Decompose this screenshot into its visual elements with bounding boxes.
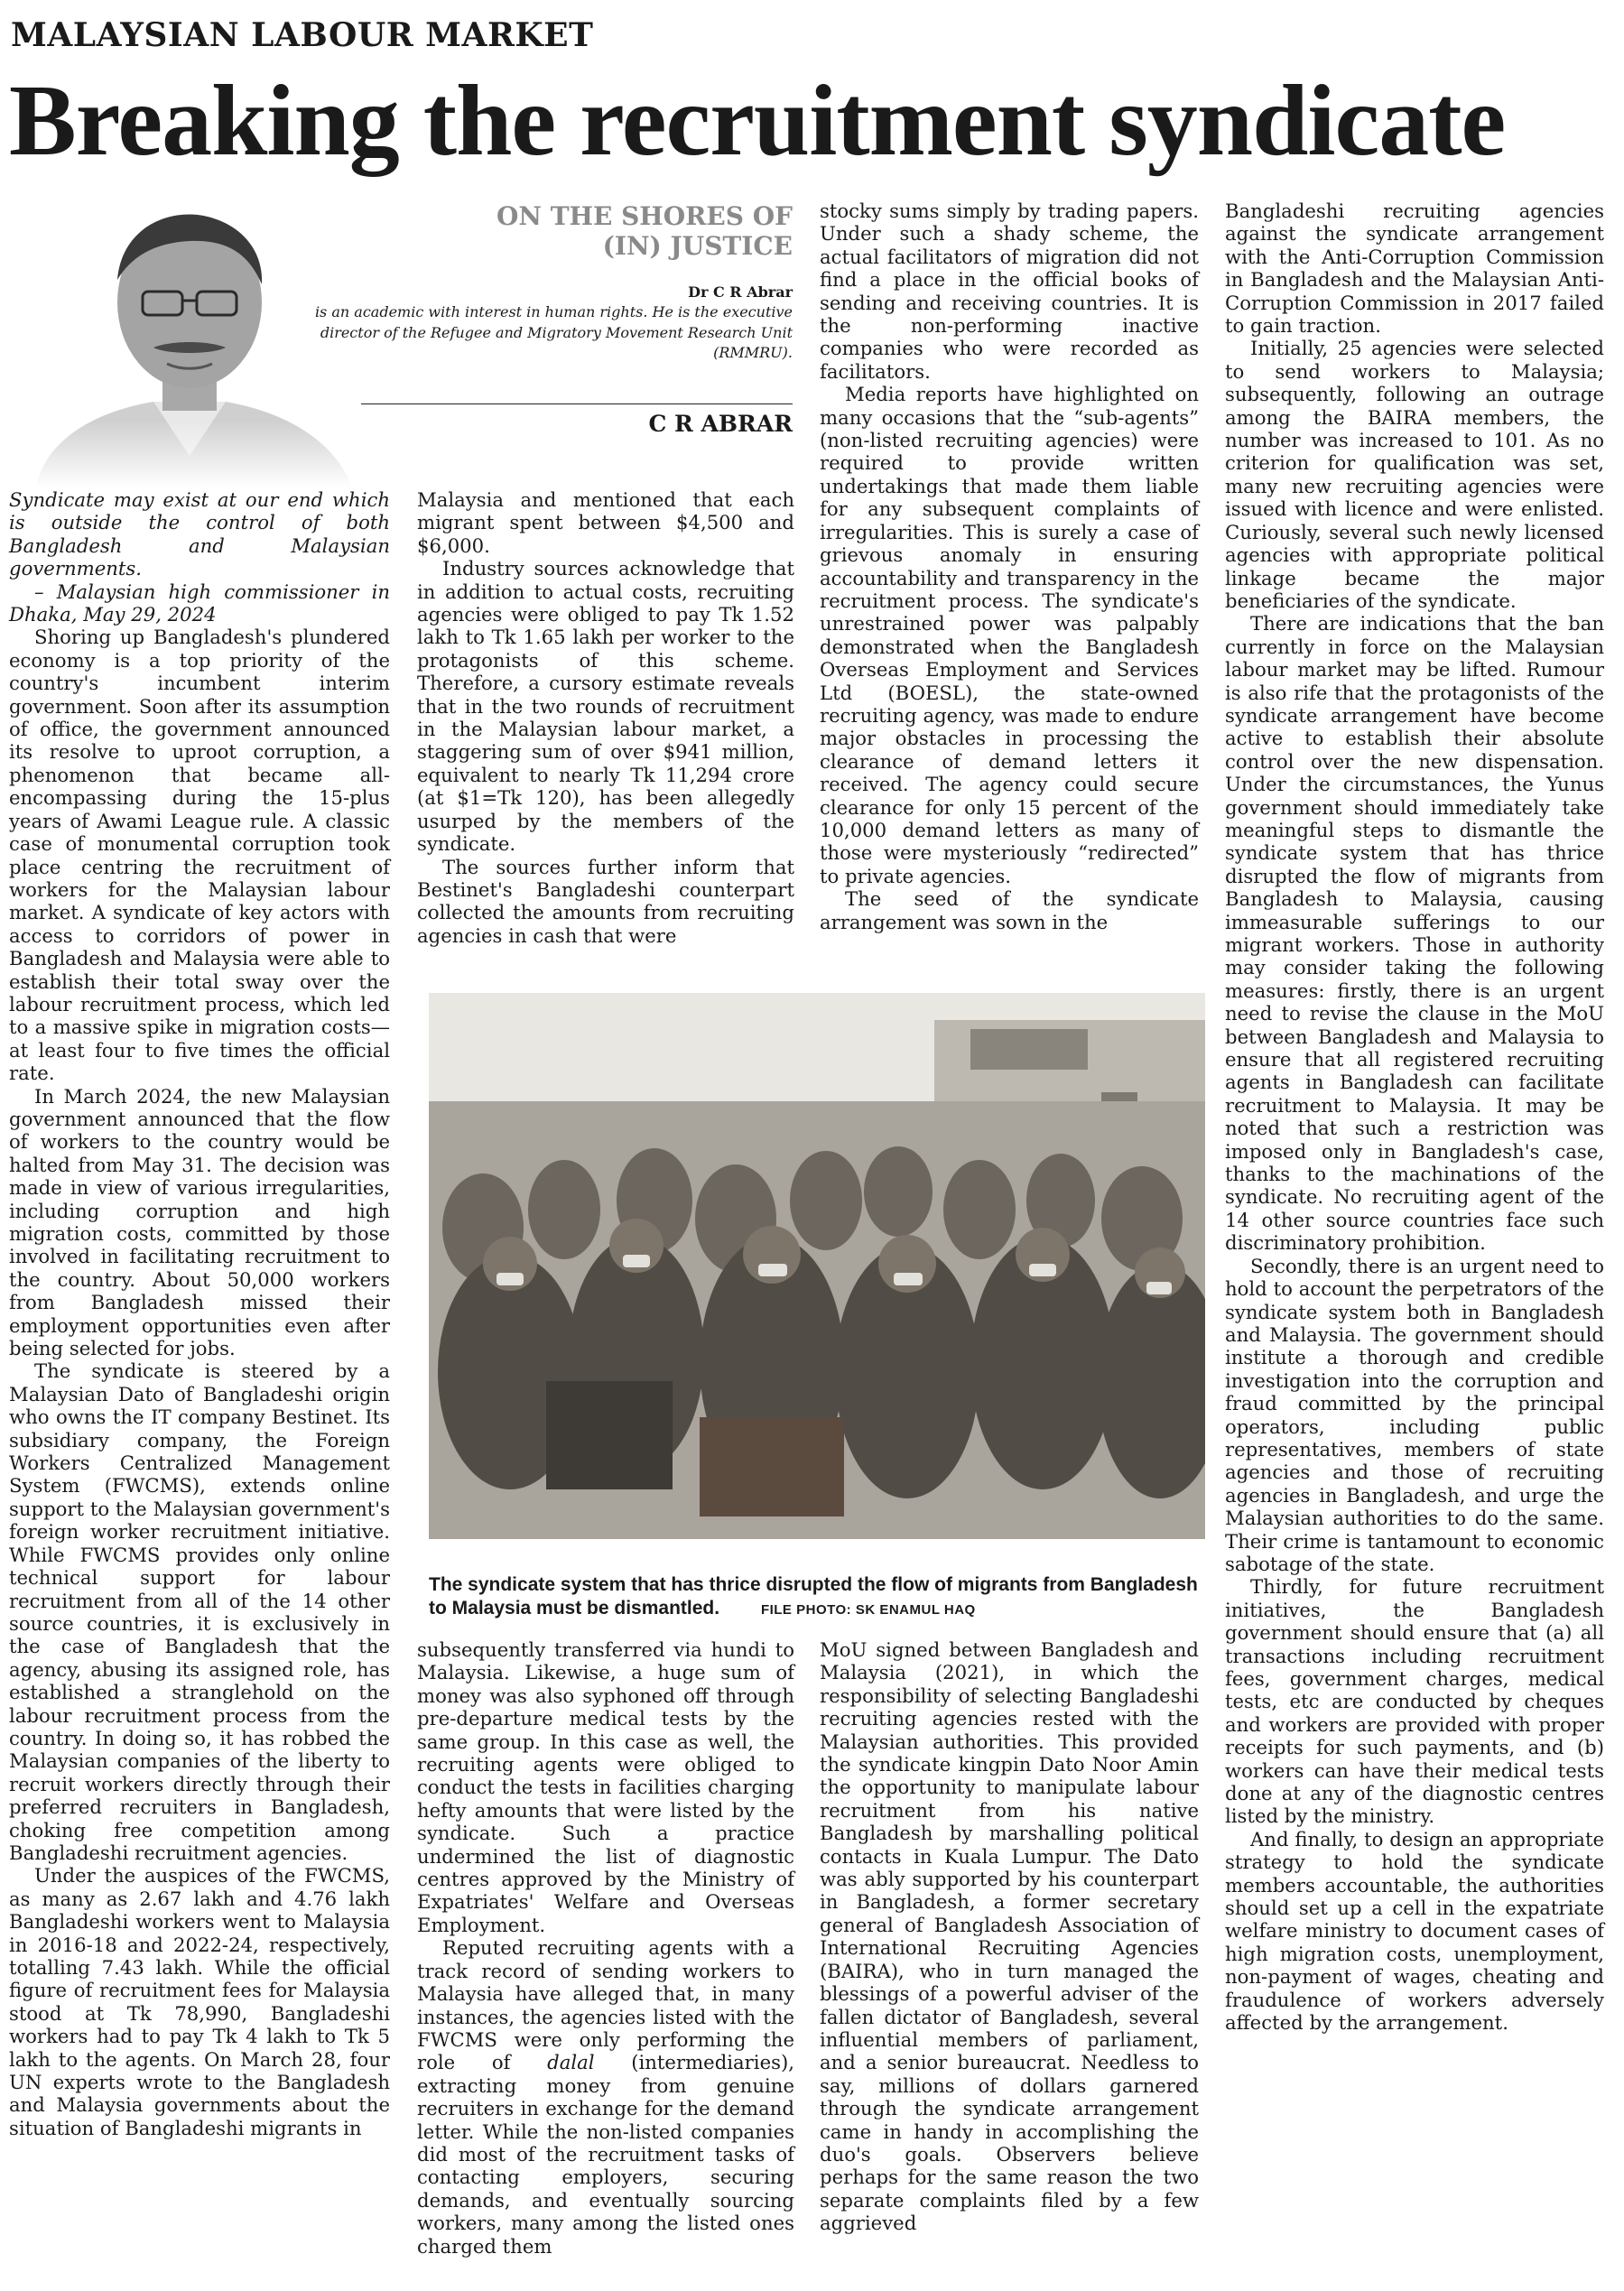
paragraph: And finally, to design an appropriate strategy to hold the syndicate members accountable, the authorities should set up a cell in the expatriate welfare ministry to document cases of high migration costs, unemployment, non-payment of wages, cheating and fraudulence of workers adversely affected by the arrangement.: [1225, 1827, 1604, 2035]
byline: C R ABRAR: [648, 411, 793, 437]
paragraph: subsequently transferred via hundi to Malaysia. Likewise, a huge sum of money was also syphoned off through pre-departure medical tests by the same group. In this case as well, the recruiting agents were obliged to conduct the tests in facilities charging hefty amounts that were listed by the syndicate. Such a practice undermined the list of diagnostic centres approved by the Ministry of Expatriates' Welfare and Overseas Employment.: [417, 1638, 794, 1936]
paragraph: The sources further inform that Bestinet's Bangladeshi counterpart collected the amounts from recruiting agencies in cash that were: [417, 855, 794, 947]
section-kicker: MALAYSIAN LABOUR MARKET: [11, 16, 594, 54]
photo-caption: The syndicate system that has thrice disrupted the flow of migrants from Bangladesh to Malaysia must be dismantled.: [429, 1574, 1198, 1619]
article-column-3-top: [820, 199, 1199, 976]
paragraph: There are indications that the ban currently in force on the Malaysian labour market may be lifted. Rumour is also rife that the protagonists of the syndicate arrangement have become active to establish their absolute control over the new dispensation. Under the circumstances, the Yunus government should immediately take meaningful steps to dismantle the syndicate system that has thrice disrupted the flow of migrants from Bangladesh to Malaysia, causing immeasurable sufferings to our migrant workers. Those in authority may consider taking the following measures: firstly, there is an urgent need to revise the clause in the MoU between Bangladesh and Malaysia to ensure that all registered recruiting agents in Bangladesh can facilitate recruitment to Malaysia. It may be noted that such a restriction was imposed only in Bangladesh's case, thanks to the machinations of the syndicate. No recruiting agent of the 14 other source countries face such discriminatory prohibition.: [1225, 612, 1604, 1255]
paragraph: Thirdly, for future recruitment initiatives, the Bangladesh government should ensure that (a) all transactions including recruitment fees, government charges, medical tests, etc are conducted by cheques and workers are provided with proper receipts for such payments, and (b) workers can have their medical tests done at any of the diagnostic centres listed by the ministry.: [1225, 1575, 1604, 1828]
article-column-2-bottom: [417, 1638, 794, 2279]
headline: Breaking the recruitment syndicate: [9, 65, 1506, 177]
author-name: Dr C R Abrar: [688, 283, 793, 301]
pull-quote: Syndicate may exist at our end which is outside the control of both Bangladesh and Malaysian governments.: [9, 488, 390, 580]
paragraph: Bangladeshi recruiting agencies against the syndicate arrangement with the Anti-Corruption Commission in Bangladesh and the Malaysian Anti-Corruption Commission in 2017 failed to gain traction.: [1225, 199, 1604, 338]
author-description: is an academic with interest in human rights. He is the executive director of the Refugee and Migratory Movement Research Unit (RMMRU).: [314, 303, 793, 362]
column-name-line2: (IN) JUSTICE: [602, 231, 793, 262]
text-run: Reputed recruiting agents with a track record of sending workers to Malaysia have alleged that, in many instances, the agencies listed with the FWCMS were only performing the role of: [417, 1936, 794, 2074]
article-column-2-top: [417, 488, 794, 976]
paragraph: Initially, 25 agencies were selected to send workers to Malaysia; subsequently, following an outrage among the BAIRA members, the number was increased to 101. As no criterion for qualification was set, many new recruiting agencies were issued with licence and were enlisted. Curiously, several such newly licensed agencies with appropriate political linkage became the major beneficiaries of the syndicate.: [1225, 337, 1604, 612]
article-column-4: [1225, 199, 1604, 2276]
paragraph: Under the auspices of the FWCMS, as many as 2.67 lakh and 4.76 lakh Bangladeshi workers went to Malaysia in 2016-18 and 2022-24, respectively, totalling 7.43 lakh. While the official figure of recruitment fees for Malaysia stood at Tk 78,990, Bangladeshi workers had to pay Tk 4 lakh to Tk 5 lakh to the agents. On March 28, four UN experts wrote to the Bangladesh and Malaysia governments about the situation of Bangladeshi migrants in: [9, 1864, 390, 2139]
article-column-1: [9, 488, 390, 2276]
paragraph: In March 2024, the new Malaysian government announced that the flow of workers to the country would be halted from May 31. The decision was made in view of various irregularities, including corruption and high migration costs, committed by those involved in facilitating recruitment to the country. About 50,000 workers from Bangladesh missed their employment opportunities even after being selected for jobs.: [9, 1084, 390, 1360]
paragraph: stocky sums simply by trading papers. Under such a shady scheme, the actual facilitators of migration did not find a place in the official books of sending and receiving countries. It is the non-performing inactive companies who were recorded as facilitators.: [820, 199, 1199, 383]
paragraph: Industry sources acknowledge that in addition to actual costs, recruiting agencies were obliged to pay Tk 1.52 lakh to Tk 1.65 lakh per worker to the protagonists of this scheme. Therefore, a cursory estimate reveals that in the two rounds of recruitment in the Malaysian labour market, a staggering sum of over $941 million, equivalent to nearly Tk 11,294 crore (at $1=Tk 120), has been allegedly usurped by the members of the syndicate.: [417, 557, 794, 856]
paragraph: The syndicate is steered by a Malaysian Dato of Bangladeshi origin who owns the IT company Bestinet. Its subsidiary company, the Foreign Workers Centralized Management System (FWCMS), extends online support to the Malaysian government's foreign worker recruitment initiative. While FWCMS provides only online technical support for labour recruitment from all of the 14 other source countries, it is exclusively in the case of Bangladesh that the agency, abusing its assigned role, has established a stranglehold on the labour recruitment process from the country. In doing so, it has robbed the Malaysian companies of the liberty to recruit workers directly through their preferred recruiters in Bangladesh, choking free competition among Bangladeshi recruitment agencies.: [9, 1359, 390, 1864]
byline-rule: [361, 403, 793, 404]
paragraph: Secondly, there is an urgent need to hold to account the perpetrators of the syndicate system both in Bangladesh and Malaysia. The government should institute a thorough and credible investigation into the corruption and fraud committed by the principal operators, including public representatives, members of state agencies and those of recruiting agencies in Bangladesh, and urge the Malaysian authorities to do the same. Their crime is tantamount to economic sabotage of the state.: [1225, 1254, 1604, 1575]
column-name: [424, 201, 793, 261]
author-bio: [298, 283, 793, 364]
paragraph: Malaysia and mentioned that each migrant spent between $4,500 and $6,000.: [417, 488, 794, 557]
paragraph: MoU signed between Bangladesh and Malaysia (2021), in which the responsibility of selecting Bangladeshi recruiting agencies rested with the Malaysian authorities. This provided the syndicate kingpin Dato Noor Amin the opportunity to manipulate labour recruitment from his native Bangladesh by marshalling political contacts in Kuala Lumpur. The Dato was ably supported by his counterpart in Bangladesh, a former secretary general of Bangladesh Association of International Recruiting Agencies (BAIRA), who in turn managed the blessings of a powerful adviser of the fallen dictator of Bangladesh, several influential members of parliament, and a senior bureaucrat. Needless to say, millions of dollars garnered through the syndicate arrangement came in handy in accomplishing the duo's goals. Observers believe perhaps for the same reason the two separate complaints filed by a few aggrieved: [820, 1638, 1199, 2235]
news-photo: [429, 993, 1205, 1539]
text-run: (intermediaries), extracting money from genuine recruiters in exchange for the demand letter. While the non-listed companies did most of the recruitment tasks of contacting employers, securing demands, and eventually sourcing workers, many among the listed ones charged them: [417, 2051, 794, 2258]
photo-credit: FILE PHOTO: SK ENAMUL HAQ: [760, 1602, 976, 1618]
photo-caption-block: [429, 1573, 1205, 1622]
paragraph: [417, 1936, 794, 2258]
paragraph: Media reports have highlighted on many occasions that the “sub-agents” (non-listed recruiting agencies) were required to provide written undertakings that made them liable for any subsequent complaints of irregularities. This is surely a case of grievous anomaly in ensuring accountability and transparency in the recruitment process. The syndicate's unrestrained power was palpably demonstrated when the Bangladesh Overseas Employment and Services Ltd (BOESL), the state-owned recruiting agency, was made to endure major obstacles in processing the clearance of demand letters it received. The agency could secure clearance for only 15 percent of the 10,000 demand letters as many of those were mysteriously “redirected” to private agencies.: [820, 383, 1199, 887]
paragraph: Shoring up Bangladesh's plundered economy is a top priority of the country's incumbent interim government. Soon after its assumption of office, the government announced its resolve to uproot corruption, a phenomenon that became all-encompassing during the 15-plus years of Awami League rule. A classic case of monumental corruption took place centring the recruitment of workers for the Malaysian labour market. A syndicate of key actors with access to corridors of power in Bangladesh and Malaysia were able to establish their total sway over the labour recruitment process, which led to a massive spike in migration costs—at least four to five times the official rate.: [9, 626, 390, 1085]
paragraph: The seed of the syndicate arrangement was sown in the: [820, 887, 1199, 933]
italic-term: dalal: [547, 2051, 595, 2074]
quote-attribution: – Malaysian high commissioner in Dhaka, May 29, 2024: [9, 580, 390, 626]
article-column-3-bottom: [820, 1638, 1199, 2279]
column-name-line1: ON THE SHORES OF: [496, 201, 793, 231]
